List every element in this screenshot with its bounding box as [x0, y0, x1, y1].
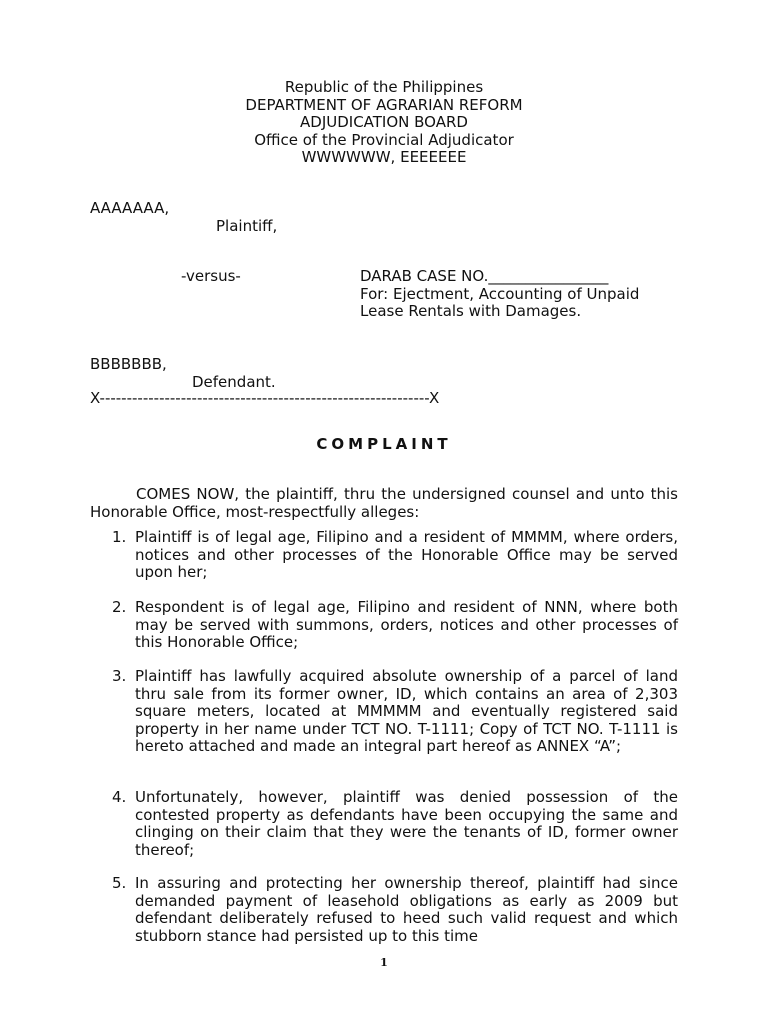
allegation-item	[112, 529, 678, 582]
allegation-text: In assuring and protecting her ownership thereof, plaintiff had since demanded payment of leasehold obligations as early as 2009 but defendant deliberately refused to heed such valid request and which stubborn stance had persisted up to this time	[135, 874, 678, 945]
case-nature-line2: Lease Rentals with Damages.	[360, 302, 582, 320]
allegation-text: Plaintiff has lawfully acquired absolute ownership of a parcel of land thru sale from its former owner, ID, which contains an area of 2,303 square meters, located at MMMMM and eventually registered said property in her name under TCT NO. T-1111; Copy of TCT NO. T-1111 is hereto attached and made an integral part hereof as ANNEX “A”;	[135, 667, 678, 755]
versus-label: -versus-	[181, 267, 241, 285]
case-number: DARAB CASE NO.________________	[360, 267, 609, 285]
allegation-number: 1.	[112, 528, 127, 546]
allegation-text: Unfortunately, however, plaintiff was denied possession of the contested property as defendants have been occupying the same and clinging on their claim that they were the tenants of ID, former owner thereof;	[135, 788, 678, 859]
header-department: DEPARTMENT OF AGRARIAN REFORM	[245, 95, 523, 114]
caption-separator: X-------------------------------------------------------------X	[90, 389, 440, 407]
plaintiff-role: Plaintiff,	[216, 217, 278, 235]
defendant-name: BBBBBBB,	[90, 355, 167, 373]
defendant-role: Defendant.	[192, 373, 276, 391]
allegation-number: 5.	[112, 874, 127, 892]
plaintiff-name: AAAAAAA,	[90, 199, 170, 217]
allegation-item	[112, 875, 678, 945]
header-republic: Republic of the Philippines	[284, 78, 484, 96]
allegation-item	[112, 668, 678, 756]
header-board: ADJUDICATION BOARD	[300, 113, 468, 131]
header-location: WWWWWW, EEEEEEE	[301, 148, 467, 166]
allegation-number: 3.	[112, 667, 127, 685]
case-caption	[360, 268, 639, 321]
intro-paragraph	[90, 486, 678, 521]
case-nature-line1: For: Ejectment, Accounting of Unpaid	[360, 284, 640, 303]
allegation-text: Respondent is of legal age, Filipino and resident of NNN, where both may be served with summons, orders, notices and other processes of this Honorable Office;	[135, 598, 678, 651]
header-office: Office of the Provincial Adjudicator	[254, 130, 514, 149]
page-number: 1	[380, 956, 388, 969]
allegation-number: 2.	[112, 598, 127, 616]
allegation-item	[112, 599, 678, 652]
allegation-text: Plaintiff is of legal age, Filipino and a resident of MMMM, where orders, notices and other processes of the Honorable Office may be served upon her;	[135, 528, 678, 581]
document-title: COMPLAINT	[316, 435, 452, 453]
allegation-number: 4.	[112, 788, 127, 806]
intro-text: COMES NOW, the plaintiff, thru the undersigned counsel and unto this Honorable Office, most-respectfully alleges:	[90, 485, 678, 521]
document-header	[0, 79, 768, 167]
allegation-item	[112, 789, 678, 859]
